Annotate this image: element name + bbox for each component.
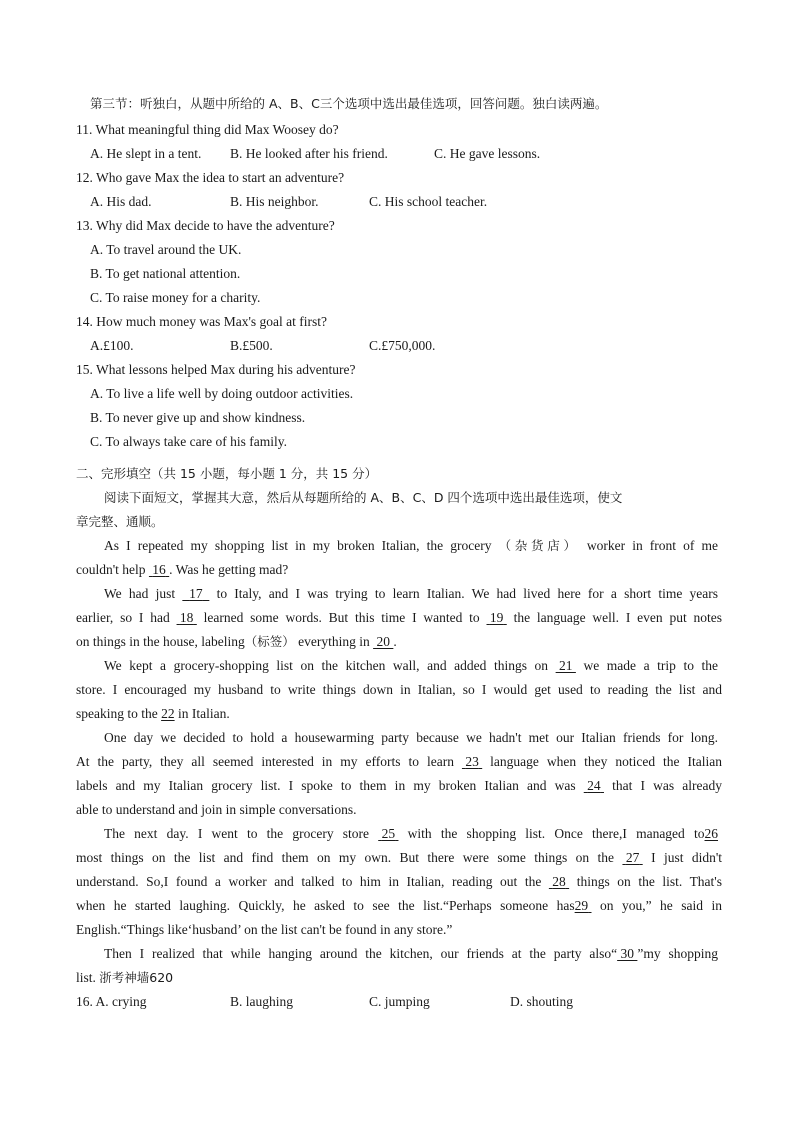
passage-line: earlier, so I had 18 learned some words. But this time I wanted to 19 the language well. I even put notes (76, 608, 722, 628)
passage-line: couldn't help 16 . Was he getting mad? (76, 560, 722, 580)
q13-option-a: A. To travel around the UK. (90, 242, 242, 257)
q15-option-b: B. To never give up and show kindness. (90, 410, 306, 425)
blank-27: 27 (625, 850, 640, 865)
blank-21: 21 (559, 658, 573, 673)
passage-line: speaking to the 22 in Italian. (76, 704, 722, 724)
passage-line: We had just 17 to Italy, and I was trying to learn Italian. We had lived here for a short time years (104, 584, 718, 604)
passage-line: list. 浙考神墙620 (76, 970, 174, 985)
q12-option-a: A. His dad. (90, 194, 152, 209)
question-12: 12. Who gave Max the idea to start an adventure? (76, 170, 345, 185)
passage-line: able to understand and join in simple conversations. (76, 802, 357, 817)
q11-option-a: A. He slept in a tent. (90, 146, 202, 161)
passage-line: We kept a grocery-shopping list on the kitchen wall, and added things on 21 we made a trip to the (104, 656, 718, 676)
question-13: 13. Why did Max decide to have the adventure? (76, 218, 335, 233)
q16-option-b: B. laughing (230, 994, 293, 1009)
blank-23: 23 (465, 754, 479, 769)
part2-instruction-line2: 章完整、通顺。 (76, 514, 164, 529)
q16-option-d: D. shouting (510, 994, 574, 1009)
part2-heading: 二、完形填空（共 15 小题，每小题 1 分，共 15 分） (76, 466, 378, 481)
q14-option-a: A.£100. (90, 338, 134, 353)
q16-option-c: C. jumping (369, 994, 430, 1009)
passage-line: At the party, they all seemed interested in my efforts to learn 23 language when they noticed the Italian (76, 752, 722, 772)
q15-option-c: C. To always take care of his family. (90, 434, 287, 449)
blank-29: 29 (574, 898, 589, 913)
blank-30: 30 (620, 946, 635, 961)
passage-line: labels and my Italian grocery list. I spoke to them in my broken Italian and was 24 that I was already (76, 776, 722, 796)
question-11: 11. What meaningful thing did Max Woosey do? (76, 122, 339, 137)
passage-line: store. I encouraged my husband to write things down in Italian, so I would get used to reading the list and (76, 682, 722, 697)
blank-22: 22 (161, 706, 175, 721)
blank-26: 26 (704, 826, 719, 841)
q14-option-b: B.£500. (230, 338, 273, 353)
passage-line: One day we decided to hold a housewarming party because we hadn't met our Italian friends for long. (104, 730, 718, 745)
passage-line: understand. So,I found a worker and talked to him in Italian, reading out the 28 things on the list. That's (76, 872, 722, 892)
question-14: 14. How much money was Max's goal at first? (76, 314, 328, 329)
passage-line: most things on the list and find them on my own. But there were some things on the 27 I just didn't (76, 848, 722, 868)
q14-option-c: C.£750,000. (369, 338, 436, 353)
q15-option-a: A. To live a life well by doing outdoor activities. (90, 386, 354, 401)
blank-25: 25 (381, 826, 396, 841)
q11-option-b: B. He looked after his friend. (230, 146, 388, 161)
blank-24: 24 (587, 778, 601, 793)
blank-17: 17 (189, 586, 203, 601)
passage-line: English.“Things like‘husband’ on the list can't be found in any store.” (76, 922, 453, 937)
passage-line: Then I realized that while hanging around the kitchen, our friends at the party also“ 30 ”my shopping (104, 944, 718, 964)
blank-16: 16 (152, 562, 166, 577)
q13-option-b: B. To get national attention. (90, 266, 241, 281)
blank-18: 18 (179, 610, 194, 625)
q13-option-c: C. To raise money for a charity. (90, 290, 261, 305)
q12-option-b: B. His neighbor. (230, 194, 319, 209)
q12-option-c: C. His school teacher. (369, 194, 488, 209)
watermark-text: 浙考神墙620 (99, 970, 174, 985)
question-15: 15. What lessons helped Max during his adventure? (76, 362, 356, 377)
q11-option-c: C. He gave lessons. (434, 146, 541, 161)
blank-20: 20 (376, 634, 390, 649)
section3-instruction: 第三节：听独白，从题中所给的 A、B、C三个选项中选出最佳选项，回答问题。独白读两遍。 (90, 96, 608, 111)
part2-instruction-line1: 阅读下面短文，掌握其大意，然后从每题所给的 A、B、C、D 四个选项中选出最佳选项，使文 (104, 490, 623, 505)
passage-line: The next day. I went to the grocery store 25 with the shopping list. Once there,I managed to26 (104, 824, 718, 844)
passage-line: when he started laughing. Quickly, he asked to see the list.“Perhaps someone has29 on you,” he said in (76, 896, 722, 916)
passage-line: As I repeated my shopping list in my broken Italian, the grocery （杂货店） worker in front of me (104, 538, 718, 553)
q16-option-a: 16. A. crying (76, 994, 147, 1009)
passage-line: on things in the house, labeling（标签） everything in 20 . (76, 632, 722, 652)
blank-19: 19 (489, 610, 504, 625)
blank-28: 28 (552, 874, 566, 889)
